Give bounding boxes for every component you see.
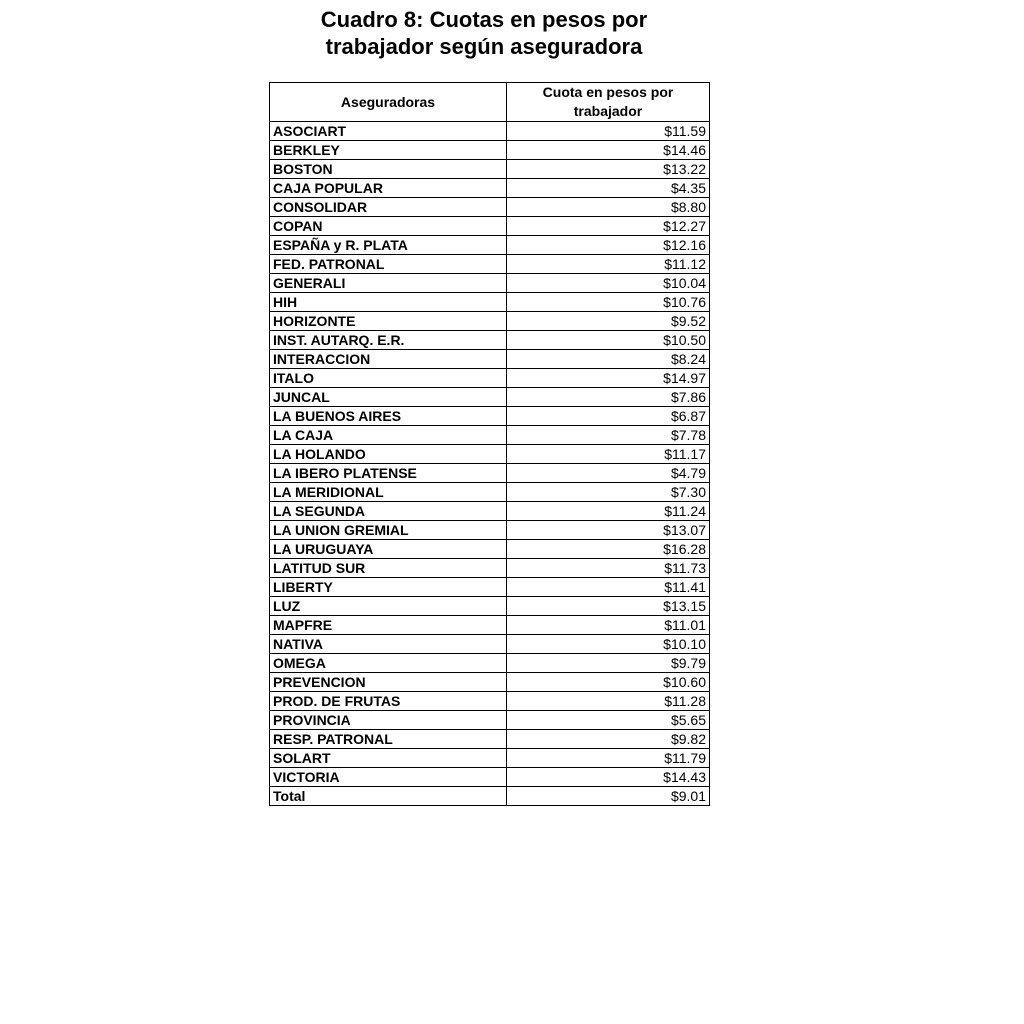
insurer-name: VICTORIA (270, 768, 507, 787)
insurer-name: GENERALI (270, 274, 507, 293)
insurer-name: NATIVA (270, 635, 507, 654)
insurer-name: SOLART (270, 749, 507, 768)
insurer-name: Total (270, 787, 507, 806)
quota-value: $10.50 (507, 331, 710, 350)
insurers-table (269, 82, 710, 806)
table-row (270, 369, 710, 388)
insurer-name: ITALO (270, 369, 507, 388)
quota-value: $11.17 (507, 445, 710, 464)
quota-value: $9.52 (507, 312, 710, 331)
quota-value: $6.87 (507, 407, 710, 426)
quota-value: $7.78 (507, 426, 710, 445)
table-row (270, 711, 710, 730)
quota-value: $14.46 (507, 141, 710, 160)
insurer-name: RESP. PATRONAL (270, 730, 507, 749)
insurer-name: LIBERTY (270, 578, 507, 597)
quota-value: $9.82 (507, 730, 710, 749)
insurer-name: LA BUENOS AIRES (270, 407, 507, 426)
table-row (270, 521, 710, 540)
table-row (270, 198, 710, 217)
insurer-name: LA IBERO PLATENSE (270, 464, 507, 483)
quota-value: $11.59 (507, 122, 710, 141)
quota-value: $11.01 (507, 616, 710, 635)
title-line-1: Cuadro 8: Cuotas en pesos por (320, 7, 648, 32)
insurer-name: INST. AUTARQ. E.R. (270, 331, 507, 350)
quota-value: $4.35 (507, 179, 710, 198)
table-row (270, 160, 710, 179)
page-title (0, 6, 968, 60)
table-row (270, 293, 710, 312)
insurer-name: LA SEGUNDA (270, 502, 507, 521)
table-row (270, 122, 710, 141)
quota-value: $9.79 (507, 654, 710, 673)
insurer-name: MAPFRE (270, 616, 507, 635)
quota-value: $11.28 (507, 692, 710, 711)
quota-value: $7.86 (507, 388, 710, 407)
insurer-name: ESPAÑA y R. PLATA (270, 236, 507, 255)
insurer-name: LA CAJA (270, 426, 507, 445)
header-quota: Cuota en pesos por trabajador (507, 83, 710, 122)
table-row (270, 217, 710, 236)
insurer-name: PROVINCIA (270, 711, 507, 730)
insurer-name: LATITUD SUR (270, 559, 507, 578)
table-row (270, 179, 710, 198)
table-row (270, 255, 710, 274)
insurer-name: JUNCAL (270, 388, 507, 407)
insurer-name: LA UNION GREMIAL (270, 521, 507, 540)
insurer-name: PROD. DE FRUTAS (270, 692, 507, 711)
quota-value: $9.01 (507, 787, 710, 806)
quota-value: $11.41 (507, 578, 710, 597)
insurer-name: OMEGA (270, 654, 507, 673)
quota-value: $14.43 (507, 768, 710, 787)
table-row (270, 464, 710, 483)
insurer-name: HORIZONTE (270, 312, 507, 331)
table-header-row (270, 83, 710, 122)
insurer-name: LA MERIDIONAL (270, 483, 507, 502)
table-row (270, 730, 710, 749)
insurer-name: INTERACCION (270, 350, 507, 369)
table-row (270, 312, 710, 331)
insurer-name: HIH (270, 293, 507, 312)
quota-value: $10.04 (507, 274, 710, 293)
insurer-name: BERKLEY (270, 141, 507, 160)
header-insurers: Aseguradoras (270, 83, 507, 122)
quota-value: $8.24 (507, 350, 710, 369)
quota-value: $16.28 (507, 540, 710, 559)
insurer-name: LUZ (270, 597, 507, 616)
table-row (270, 426, 710, 445)
table-body (270, 122, 710, 806)
insurer-name: BOSTON (270, 160, 507, 179)
quota-value: $13.15 (507, 597, 710, 616)
table-row (270, 768, 710, 787)
quota-value: $11.79 (507, 749, 710, 768)
table-row (270, 635, 710, 654)
quota-value: $11.73 (507, 559, 710, 578)
insurer-name: LA HOLANDO (270, 445, 507, 464)
table-row (270, 559, 710, 578)
quota-value: $13.22 (507, 160, 710, 179)
quota-value: $4.79 (507, 464, 710, 483)
table-row (270, 331, 710, 350)
quota-value: $10.76 (507, 293, 710, 312)
table-row (270, 749, 710, 768)
table-row (270, 540, 710, 559)
quota-value: $12.16 (507, 236, 710, 255)
table-row (270, 597, 710, 616)
table-row (270, 141, 710, 160)
table-row (270, 654, 710, 673)
table-total-row (270, 787, 710, 806)
table-row (270, 236, 710, 255)
insurer-name: ASOCIART (270, 122, 507, 141)
quota-value: $11.12 (507, 255, 710, 274)
insurer-name: COPAN (270, 217, 507, 236)
quota-value: $14.97 (507, 369, 710, 388)
table-row (270, 274, 710, 293)
quota-value: $10.60 (507, 673, 710, 692)
table-row (270, 483, 710, 502)
table-row (270, 616, 710, 635)
table-row (270, 388, 710, 407)
quota-value: $13.07 (507, 521, 710, 540)
insurer-name: PREVENCION (270, 673, 507, 692)
insurer-name: CONSOLIDAR (270, 198, 507, 217)
title-line-2: trabajador según aseguradora (325, 34, 643, 59)
table-row (270, 445, 710, 464)
table-row (270, 407, 710, 426)
table-row (270, 502, 710, 521)
quota-value: $12.27 (507, 217, 710, 236)
table-row (270, 692, 710, 711)
quota-value: $5.65 (507, 711, 710, 730)
insurer-name: FED. PATRONAL (270, 255, 507, 274)
table-row (270, 350, 710, 369)
insurer-name: CAJA POPULAR (270, 179, 507, 198)
quota-value: $10.10 (507, 635, 710, 654)
quota-value: $11.24 (507, 502, 710, 521)
quota-value: $8.80 (507, 198, 710, 217)
insurer-name: LA URUGUAYA (270, 540, 507, 559)
table-row (270, 578, 710, 597)
table-row (270, 673, 710, 692)
quota-value: $7.30 (507, 483, 710, 502)
